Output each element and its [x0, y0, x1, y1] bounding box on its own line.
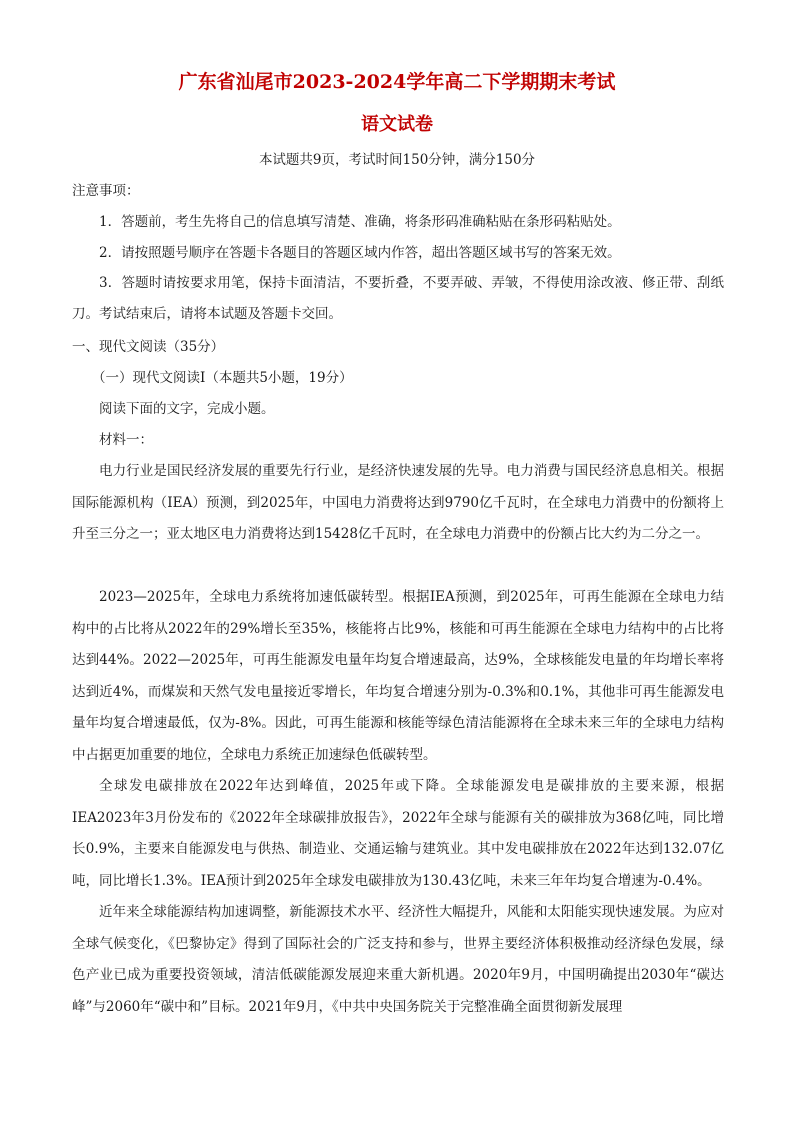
paragraph: 电力行业是国民经济发展的重要先行行业，是经济快速发展的先导。电力消费与国民经济息息相关。根据国际能源机构（IEA）预测，到2025年，中国电力消费将达到9790亿千瓦时，在全球电力消费中的份额将上升至三分之一；亚太地区电力消费将达到15428亿千瓦时，在全球电力消费中的份额占比大约为二分之一。: [72, 463, 724, 542]
paragraph: 近年来全球能源结构加速调整，新能源技术水平、经济性大幅提升，风能和太阳能实现快速发展。为应对全球气候变化，《巴黎协定》得到了国际社会的广泛支持和参与，世界主要经济体积极推动经济绿色发展，绿色产业已成为重要投资领域，清洁低碳能源发展迎来重大新机遇。2020年9月，中国明确提出2030年“碳达峰”与2060年“碳中和”目标。2021年9月，《中共中央国务院关于完整准确全面贯彻新发展理: [72, 904, 724, 1015]
exam-title: 广东省汕尾市2023-2024学年高二下学期期末考试: [178, 71, 616, 93]
material-label: 材料一：: [99, 432, 153, 448]
exam-info: 本试题共9页，考试时间150分钟，满分150分: [258, 152, 536, 168]
instruction-text: 阅读下面的文字，完成小题。: [99, 401, 275, 417]
notice-item: 2．请按照题号顺序在答题卡各题目的答题区域内作答，超出答题区域书写的答案无效。: [99, 245, 621, 261]
notice-item: 1．答题前，考生先将自己的信息填写清楚、准确，将条形码准确粘贴在条形码粘贴处。: [99, 214, 621, 230]
paragraph: 2023—2025年，全球电力系统将加速低碳转型。根据IEA预测，到2025年，可再生能源在全球电力结构中的占比将从2022年的29%增长至35%，核能将占比9%，核能和可再生能源在全球电力结构中的占比将达到44%。2022—2025年，可再生能源发电量年均复合增速最高，达9%，全球核能发电量的年均增长率将达到近4%，而煤炭和天然气发电量接近零增长，年均复合增速分别为-0.3%和0.1%，其他非可再生能源发电量年均复合增速最低，仅为-8%。因此，可再生能源和核能等绿色清洁能源将在全球未来三年的全球电力结构中占据更加重要的地位，全球电力系统正加速绿色低碳转型。: [72, 589, 724, 763]
section-heading: 一、现代文阅读（35分）: [72, 339, 225, 355]
notice-heading: 注意事项：: [72, 183, 140, 199]
notice-item: 3．答题时请按要求用笔，保持卡面清洁，不要折叠，不要弄破、弄皱，不得使用涂改液、修正带、刮纸刀。考试结束后，请将本试题及答题卡交回。: [72, 275, 724, 322]
exam-subtitle: 语文试卷: [361, 114, 433, 135]
subsection-heading: （一）现代文阅读Ⅰ（本题共5小题，19分）: [92, 370, 353, 386]
paragraph: 全球发电碳排放在2022年达到峰值，2025年或下降。全球能源发电是碳排放的主要来源，根据IEA2023年3月份发布的《2022年全球碳排放报告》，2022年全球与能源有关的碳排放为368亿吨，同比增长0.9%，主要来自能源发电与供热、制造业、交通运输与建筑业。其中发电碳排放在2022年达到132.07亿吨，同比增长1.3%。IEA预计到2025年全球发电碳排放为130.43亿吨，未来三年年均复合增速为-0.4%。: [72, 778, 724, 889]
